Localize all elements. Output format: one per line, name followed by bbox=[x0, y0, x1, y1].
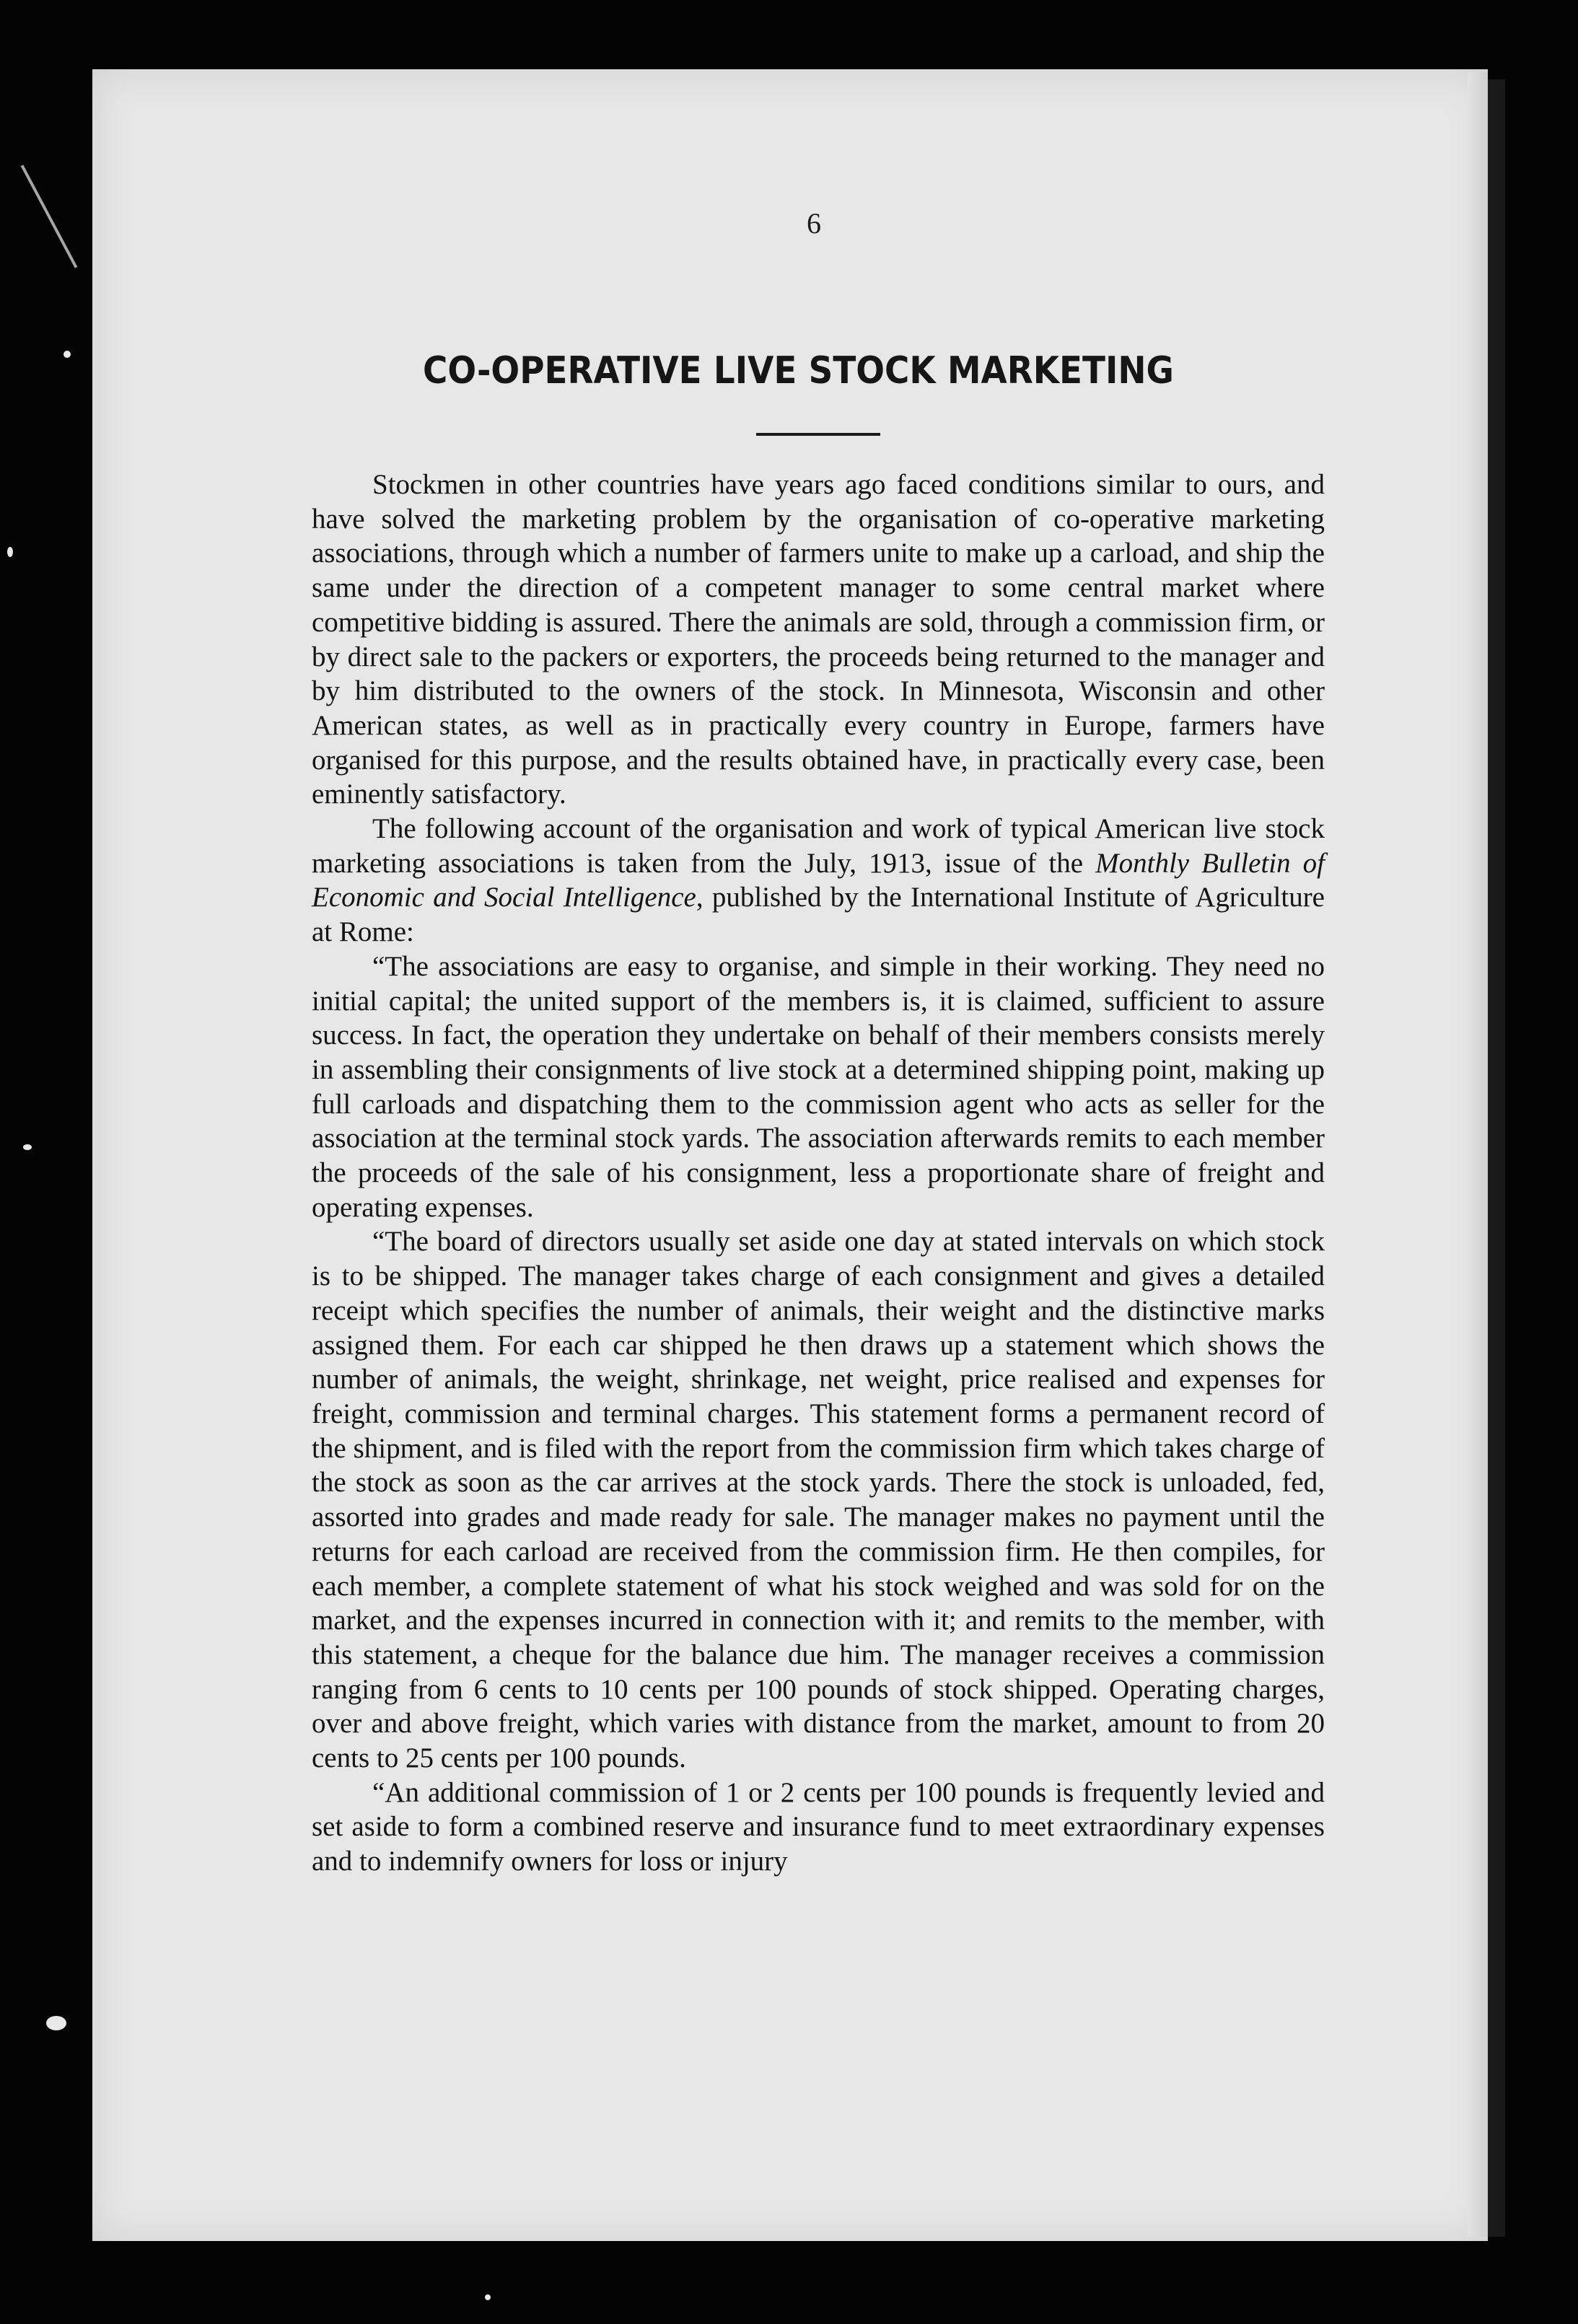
body-text bbox=[312, 468, 1325, 1879]
paragraph bbox=[312, 812, 1325, 950]
paragraph: “The board of directors usually set aside one day at stated intervals on which stock is to be shipped. The manager takes charge of each consignment and gives a detailed receipt which specifies the number of animals, their weight and the distinctive marks assigned them. For each car shipped he then draws up a statement which shows the number of animals, the weight, shrinkage, net weight, price realised and expenses for freight, commission and terminal charges. This statement forms a permanent record of the shipment, and is filed with the report from the commission firm which takes charge of the stock as soon as the car arrives at the stock yards. There the stock is unloaded, fed, assorted into grades and made ready for sale. The manager makes no payment until the returns for each carload are received from the commission firm. He then compiles, for each member, a complete statement of what his stock weighed and was sold for on the market, and the expenses incurred in connection with it; and remits to the member, with this statement, a cheque for the balance due him. The manager receives a commission ranging from 6 cents to 10 cents per 100 pounds of stock shipped. Operating charges, over and above freight, which varies with distance from the market, amount to from 20 cents to 25 cents per 100 pounds. bbox=[312, 1226, 1325, 1774]
paragraph: Stockmen in other countries have years ago faced conditions similar to ours, and have solved the marketing problem by the organisation of co-operative marketing associations, through which a number of farmers unite to make up a carload, and ship the same under the direction of a competent manager to some central market where competitive bidding is assured. There the animals are sold, through a commission firm, or by direct sale to the packers or exporters, the proceeds being returned to the manager and by him distributed to the owners of the stock. In Minnesota, Wisconsin and other American states, as well as in practically every country in Europe, farmers have organised for this purpose, and the results obtained have, in practically every case, been eminently satisfactory. bbox=[312, 469, 1325, 810]
paragraph: “An additional commission of 1 or 2 cents per 100 pounds is frequently levied and set aside to form a combined reserve and insurance fund to meet extraordinary expenses and to indemnify owners for loss or injury bbox=[312, 1776, 1325, 1877]
page-number: 6 bbox=[807, 207, 821, 240]
film-speck bbox=[46, 2016, 66, 2030]
paragraph-text: , published by the International Institute of Agriculture at Rome: bbox=[312, 882, 1325, 948]
film-speck bbox=[63, 351, 71, 358]
film-speck bbox=[7, 547, 13, 557]
page-edge-shadow bbox=[1488, 79, 1505, 2237]
page-edge-highlight bbox=[1468, 72, 1488, 2237]
paragraph-text: The following account of the organisation and work of typical American live stock marketing associations is taken from the July, 1913, issue of the bbox=[312, 813, 1325, 879]
film-speck bbox=[485, 2294, 491, 2300]
publication-title: Monthly Bulletin of Economic and Social Intelligence bbox=[312, 847, 1325, 913]
page-title: CO-OPERATIVE LIVE STOCK MARKETING bbox=[423, 349, 1174, 393]
title-rule bbox=[756, 433, 880, 436]
paragraph: “The associations are easy to organise, and simple in their working. They need no initial capital; the united support of the members is, it is claimed, sufficient to assure success. In fact, the operation they undertake on behalf of their members consists merely in assembling their consignments of live stock at a determined shipping point, making up full carloads and dispatching them to the commission agent who acts as seller for the association at the terminal stock yards. The association afterwards remits to each member the proceeds of the sale of his consignment, less a proportionate share of freight and operating expenses. bbox=[312, 950, 1325, 1223]
film-speck bbox=[23, 1144, 32, 1150]
